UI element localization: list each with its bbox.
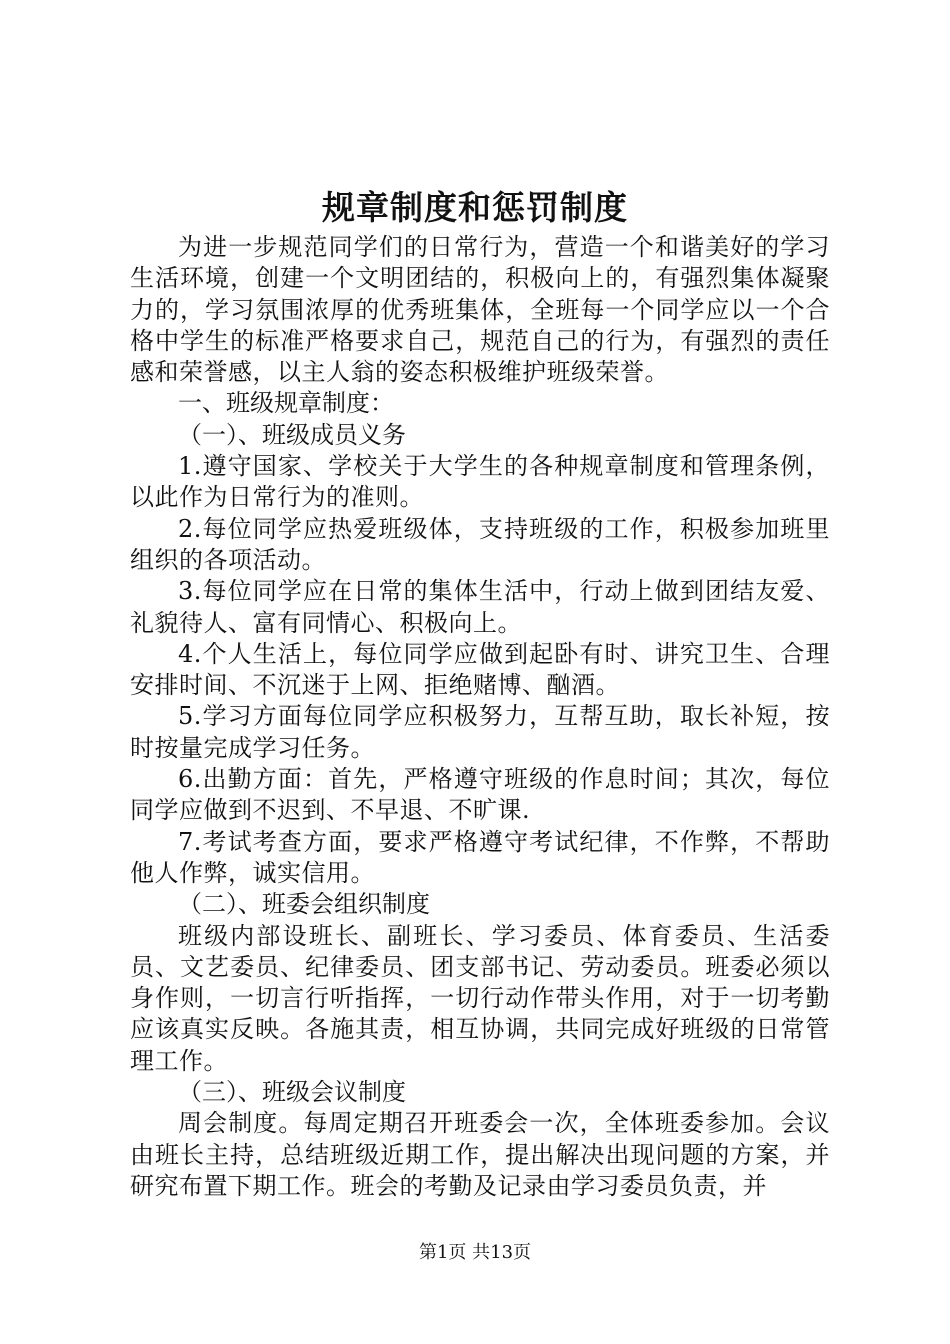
duty-item-7: 7.考试考查方面，要求严格遵守考试纪律，不作弊，不帮助他人作弊，诚实信用。 (130, 827, 830, 887)
meetings-paragraph: 周会制度。每周定期召开班委会一次，全体班委参加。会议由班长主持，总结班级近期工作，提出解决出现问题的方案，并研究布置下期工作。班会的考勤及记录由学习委员负责，并 (130, 1109, 830, 1200)
sub-heading-member-duties: （一）、班级成员义务 (178, 420, 406, 449)
intro-paragraph: 为进一步规范同学们的日常行为，营造一个和谐美好的学习生活环境，创建一个文明团结的，积极向上的，有强烈集体凝聚力的，学习氛围浓厚的优秀班集体，全班每一个同学应以一个合格中学生的标准严格要求自己，规范自己的行为，有强烈的责任感和荣誉感，以主人翁的姿态积极维护班级荣誉。 (130, 233, 830, 387)
duty-item-3: 3.每位同学应在日常的集体生活中，行动上做到团结友爱、礼貌待人、富有同情心、积极向上。 (130, 577, 830, 637)
duty-item-5: 5.学习方面每位同学应积极努力，互帮互助，取长补短，按时按量完成学习任务。 (130, 702, 830, 762)
sub-heading-committee: （二）、班委会组织制度 (178, 890, 430, 919)
document-body (130, 232, 830, 1202)
duty-item-1: 1.遵守国家、学校关于大学生的各种规章制度和管理条例，以此作为日常行为的准则。 (130, 452, 830, 512)
committee-paragraph: 班级内部设班长、副班长、学习委员、体育委员、生活委员、文艺委员、纪律委员、团支部书记、劳动委员。班委必须以身作则，一切言行听指挥，一切行动作带头作用，对于一切考勤应该真实反映。各施其责，相互协调，共同完成好班级的日常管理工作。 (130, 921, 830, 1075)
document-title: 规章制度和惩罚制度 (322, 188, 628, 227)
sub-heading-meetings: （三）、班级会议制度 (178, 1078, 406, 1107)
duty-item-6: 6.出勤方面：首先，严格遵守班级的作息时间；其次，每位同学应做到不迟到、不早退、不旷课. (130, 765, 830, 825)
duty-item-2: 2.每位同学应热爱班级体，支持班级的工作，积极参加班里组织的各项活动。 (130, 514, 830, 574)
duty-item-4: 4.个人生活上，每位同学应做到起卧有时、讲究卫生、合理安排时间、不沉迷于上网、拒绝赌博、酗酒。 (130, 639, 830, 700)
section-heading-rules: 一、班级规章制度： (178, 389, 394, 418)
page-footer: 第1页 共13页 (418, 1242, 532, 1263)
